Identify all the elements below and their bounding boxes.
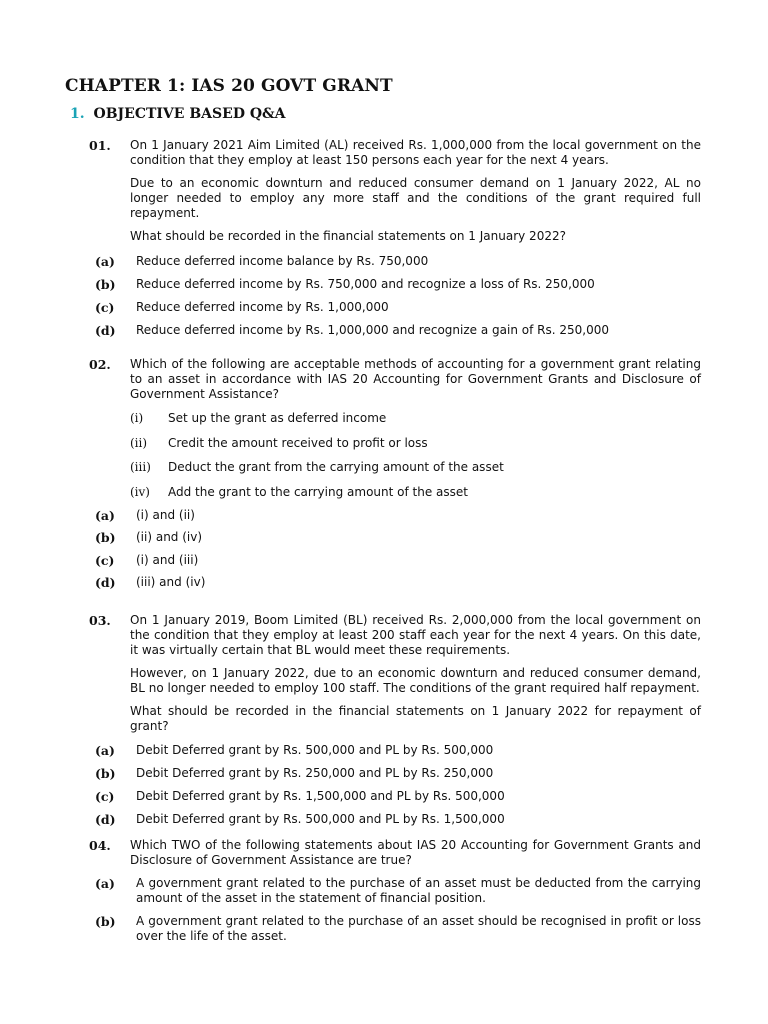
option-label: (b) (95, 277, 116, 292)
option-text: Reduce deferred income by Rs. 1,000,000 and recognize a gain of Rs. 250,000 (136, 323, 609, 337)
section-number: 1. (70, 106, 85, 122)
option-label: (d) (95, 812, 116, 827)
statement-text: Set up the grant as deferred income (168, 411, 387, 425)
question-paragraph: On 1 January 2019, Boom Limited (BL) received Rs. 2,000,000 from the local government on the condition that they employ at least 200 staff each year for the next 4 years. On this date, it was virtually certain that BL would meet these requirements. (130, 613, 701, 657)
statement-label: (iv) (130, 484, 150, 499)
option-label: (d) (95, 575, 116, 590)
section-title: OBJECTIVE BASED Q&A (93, 106, 286, 122)
statement-text: Deduct the grant from the carrying amount of the asset (168, 460, 504, 474)
option-text: (ii) and (iv) (136, 530, 203, 544)
question-paragraph: However, on 1 January 2022, due to an economic downturn and reduced consumer demand, BL no longer needed to employ 100 staff. The conditions of the grant required half repayment. (130, 666, 701, 695)
statement-i (130, 411, 701, 436)
question-number: 03. (89, 613, 111, 628)
question-03 (89, 613, 701, 835)
option-text: (i) and (ii) (136, 507, 195, 522)
option-text: A government grant related to the purchase of an asset must be deducted from the carrying amount of the asset in the statement of financial position. (136, 876, 701, 905)
option-text: Debit Deferred grant by Rs. 500,000 and PL by Rs. 1,500,000 (136, 812, 505, 826)
option-b[interactable] (89, 914, 701, 952)
option-text: (i) and (iii) (136, 552, 199, 567)
question-prompt: What should be recorded in the financial statements on 1 January 2022 for repayment of grant? (130, 704, 701, 733)
option-a[interactable] (89, 876, 701, 914)
option-text: (iii) and (iv) (136, 575, 206, 589)
option-text: Reduce deferred income by Rs. 750,000 and recognize a loss of Rs. 250,000 (136, 277, 595, 291)
option-b[interactable] (89, 766, 701, 789)
statement-iii (130, 460, 701, 485)
option-c[interactable] (89, 300, 701, 323)
question-prompt: What should be recorded in the financial statements on 1 January 2022? (130, 229, 566, 243)
option-label: (c) (95, 300, 115, 315)
option-text: Debit Deferred grant by Rs. 1,500,000 and PL by Rs. 500,000 (136, 789, 505, 803)
option-label: (b) (95, 766, 116, 781)
chapter-title: CHAPTER 1: IAS 20 GOVT GRANT (65, 76, 393, 96)
statement-ii (130, 436, 701, 461)
option-text: Debit Deferred grant by Rs. 250,000 and PL by Rs. 250,000 (136, 766, 494, 780)
statement-label: (i) (130, 411, 144, 425)
statement-text: Credit the amount received to profit or loss (168, 435, 428, 450)
option-c[interactable] (89, 553, 701, 576)
statement-label: (ii) (130, 435, 148, 450)
option-b[interactable] (89, 530, 701, 553)
option-d[interactable] (89, 323, 701, 346)
option-label: (c) (95, 552, 115, 568)
option-b[interactable] (89, 277, 701, 300)
option-label: (b) (95, 914, 116, 929)
question-number: 04. (89, 838, 111, 853)
question-01 (89, 138, 701, 346)
question-number: 01. (89, 138, 111, 153)
statement-label: (iii) (130, 460, 151, 474)
section-heading (70, 106, 286, 122)
question-number: 02. (89, 357, 111, 372)
option-c[interactable] (89, 789, 701, 812)
statement-iv (130, 485, 701, 508)
option-label: (a) (95, 743, 115, 758)
question-paragraph: Which of the following are acceptable methods of accounting for a government grant relating to an asset in accordance with IAS 20 Accounting for Government Grants and Disclosure of Government Assistance? (130, 357, 701, 401)
option-d[interactable] (89, 575, 701, 598)
option-text: Debit Deferred grant by Rs. 500,000 and PL by Rs. 500,000 (136, 743, 494, 757)
option-label: (a) (95, 507, 115, 523)
option-d[interactable] (89, 812, 701, 835)
option-a[interactable] (89, 743, 701, 766)
statement-text: Add the grant to the carrying amount of the asset (168, 484, 468, 499)
option-label: (c) (95, 789, 115, 804)
option-text: Reduce deferred income balance by Rs. 750,000 (136, 254, 429, 268)
option-text: A government grant related to the purchase of an asset should be recognised in profit or loss over the life of the asset. (136, 914, 701, 943)
question-paragraph: Due to an economic downturn and reduced consumer demand on 1 January 2022, AL no longer needed to employ any more staff and the conditions of the grant required full repayment. (130, 176, 701, 220)
question-04 (89, 838, 701, 952)
option-label: (a) (95, 876, 115, 891)
option-a[interactable] (89, 508, 701, 531)
option-label: (b) (95, 530, 116, 545)
option-text: Reduce deferred income by Rs. 1,000,000 (136, 300, 389, 314)
question-paragraph: Which TWO of the following statements about IAS 20 Accounting for Government Grants and Disclosure of Government Assistance are true? (130, 838, 701, 867)
question-paragraph: On 1 January 2021 Aim Limited (AL) received Rs. 1,000,000 from the local government on the condition that they employ at least 150 persons each year for the next 4 years. (130, 138, 701, 167)
question-02 (89, 357, 701, 598)
option-label: (d) (95, 323, 116, 338)
option-label: (a) (95, 254, 115, 269)
option-a[interactable] (89, 254, 701, 277)
